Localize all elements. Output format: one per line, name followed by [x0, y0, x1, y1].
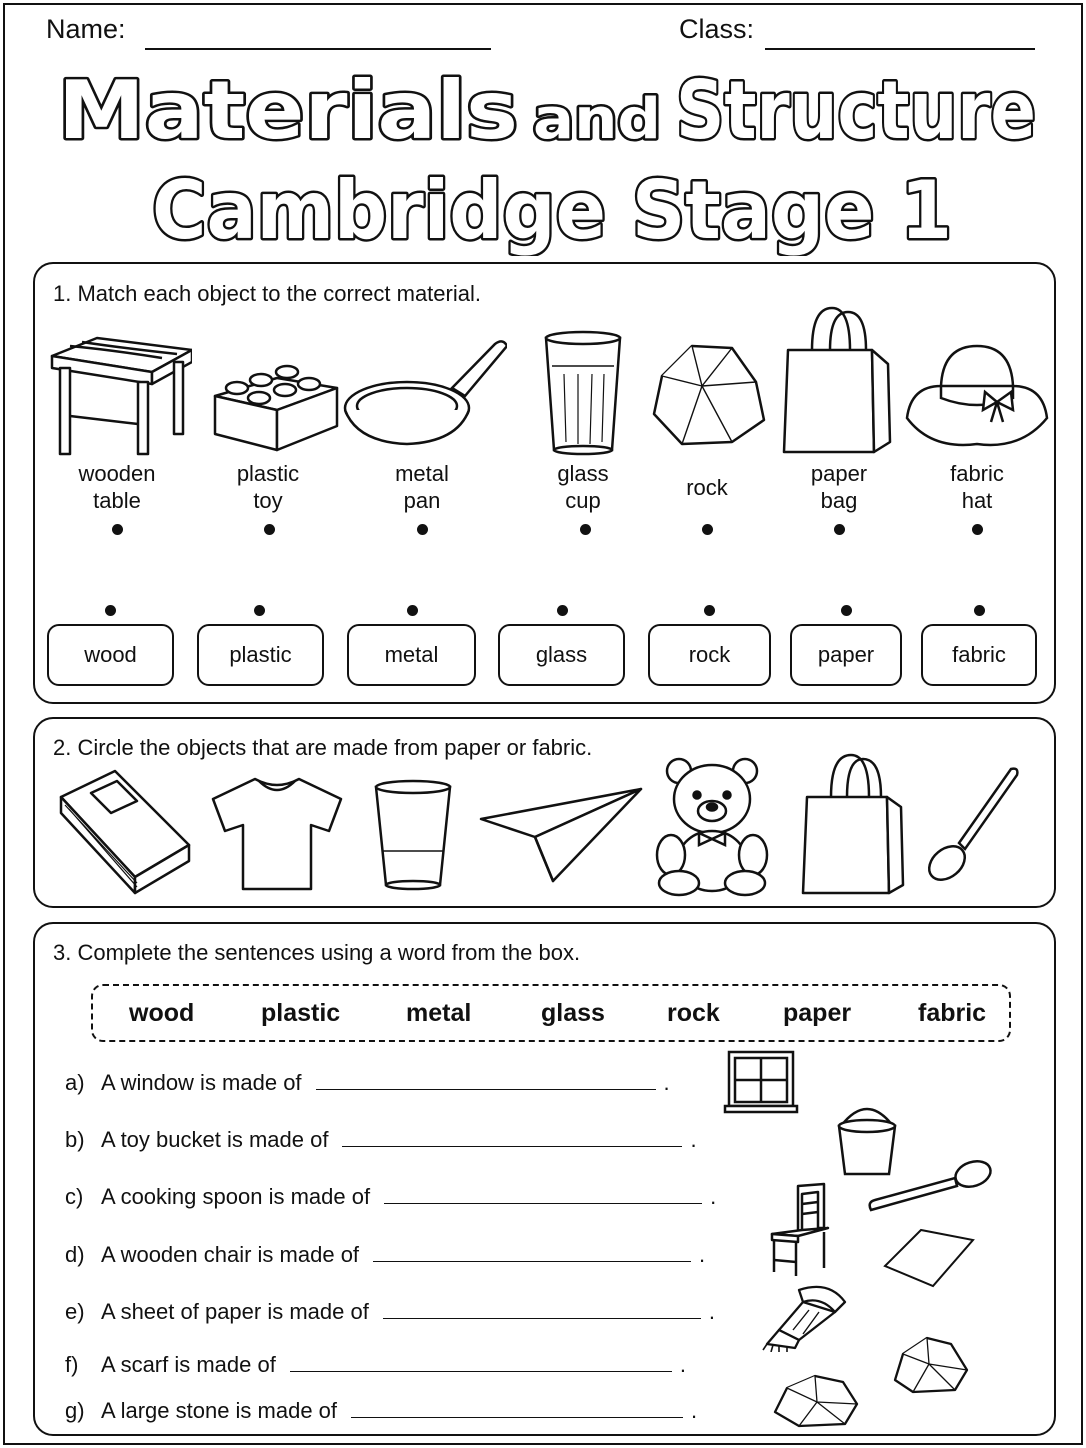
- match-dot-object-4[interactable]: [580, 524, 591, 535]
- title-word-and: and: [533, 87, 661, 152]
- material-box-wood[interactable]: wood: [47, 624, 174, 686]
- stone-icon: [889, 1332, 971, 1401]
- sentence-d: d) A wooden chair is made of .: [65, 1242, 706, 1267]
- match-dot-object-6[interactable]: [834, 524, 845, 535]
- object-label-metal-pan: metal pan: [395, 461, 449, 513]
- plastic-toy-brick-icon: [197, 326, 347, 456]
- word-bank-item: glass: [541, 999, 605, 1027]
- word-bank: [91, 984, 1011, 1042]
- wooden-table-icon: [42, 326, 192, 456]
- sentence-b: b) A toy bucket is made of .: [65, 1127, 697, 1152]
- shopping-bag-icon[interactable]: [797, 751, 917, 906]
- glass-icon[interactable]: [368, 779, 458, 896]
- word-bank-item: paper: [783, 999, 852, 1027]
- answer-blank-a[interactable]: [316, 1070, 656, 1090]
- match-dot-material-3[interactable]: [407, 605, 418, 616]
- instruction-2: 2. Circle the objects that are made from paper or fabric.: [53, 735, 593, 760]
- word-bank-item: fabric: [918, 999, 987, 1027]
- match-dot-material-2[interactable]: [254, 605, 265, 616]
- material-box-fabric[interactable]: fabric: [921, 624, 1037, 686]
- sentence-c: c) A cooking spoon is made of .: [65, 1184, 717, 1209]
- material-box-metal[interactable]: metal: [347, 624, 476, 686]
- window-icon: [723, 1048, 799, 1119]
- word-bank-item: rock: [667, 999, 720, 1027]
- class-field[interactable]: [765, 48, 1035, 50]
- material-box-rock[interactable]: rock: [648, 624, 771, 686]
- stone-icon: [771, 1368, 861, 1435]
- word-bank-item: wood: [129, 999, 195, 1027]
- object-label-wooden-table: wooden table: [78, 461, 156, 513]
- paper-sheet-icon: [881, 1226, 977, 1295]
- material-box-plastic[interactable]: plastic: [197, 624, 324, 686]
- paper-plane-icon[interactable]: [477, 785, 647, 890]
- book-icon[interactable]: [55, 767, 195, 902]
- answer-blank-c[interactable]: [384, 1184, 702, 1204]
- teddy-bear-icon[interactable]: [649, 755, 775, 902]
- object-label-glass-cup: glass cup: [557, 461, 609, 513]
- word-bank-item: metal: [406, 999, 472, 1027]
- answer-blank-f[interactable]: [290, 1352, 672, 1372]
- match-dot-object-1[interactable]: [112, 524, 123, 535]
- title-word-structure: Structure: [676, 64, 1036, 157]
- sun-hat-icon: [901, 326, 1051, 456]
- instruction-3: 3. Complete the sentences using a word from the box.: [53, 940, 581, 965]
- match-dot-material-7[interactable]: [974, 605, 985, 616]
- sentence-e: e) A sheet of paper is made of .: [65, 1299, 715, 1324]
- paper-bag-icon: [766, 326, 916, 462]
- spoon-icon: [865, 1156, 995, 1225]
- match-dot-object-7[interactable]: [972, 524, 983, 535]
- title-line-2: Cambridge Stage 1: [152, 164, 952, 256]
- instruction-1: 1. Match each object to the correct material.: [53, 281, 481, 306]
- spoon-icon[interactable]: [923, 763, 1023, 888]
- answer-blank-d[interactable]: [373, 1242, 691, 1262]
- class-label: Class:: [679, 14, 755, 44]
- name-label: Name:: [46, 14, 126, 44]
- match-dot-material-5[interactable]: [704, 605, 715, 616]
- answer-blank-b[interactable]: [342, 1127, 682, 1147]
- object-label-fabric-hat: fabric hat: [950, 461, 1004, 513]
- sentence-a: a) A window is made of .: [65, 1070, 670, 1095]
- rock-icon: [632, 326, 782, 456]
- answer-blank-g[interactable]: [351, 1398, 683, 1418]
- match-dot-material-1[interactable]: [105, 605, 116, 616]
- chair-icon: [768, 1182, 832, 1283]
- section-complete: [33, 922, 1056, 1436]
- answer-blank-e[interactable]: [383, 1299, 701, 1319]
- scarf-icon: [759, 1282, 855, 1357]
- object-label-rock: rock: [686, 475, 728, 500]
- object-label-paper-bag: paper bag: [810, 461, 868, 513]
- match-dot-object-5[interactable]: [702, 524, 713, 535]
- section-circle: [33, 717, 1056, 908]
- title-word-materials: Materials: [58, 64, 518, 157]
- match-dot-object-2[interactable]: [264, 524, 275, 535]
- name-field[interactable]: [145, 48, 491, 50]
- sentence-g: g) A large stone is made of .: [65, 1398, 698, 1423]
- t-shirt-icon[interactable]: [207, 773, 347, 898]
- match-dot-material-4[interactable]: [557, 605, 568, 616]
- material-box-paper[interactable]: paper: [790, 624, 902, 686]
- section-match: [33, 262, 1056, 704]
- sentence-f: f) A scarf is made of .: [65, 1352, 686, 1377]
- object-label-plastic-toy: plastic toy: [236, 461, 300, 513]
- material-box-glass[interactable]: glass: [498, 624, 625, 686]
- match-dot-material-6[interactable]: [841, 605, 852, 616]
- worksheet-title: [0, 56, 1086, 256]
- match-dot-object-3[interactable]: [417, 524, 428, 535]
- word-bank-item: plastic: [261, 999, 341, 1027]
- frying-pan-icon: [347, 326, 497, 456]
